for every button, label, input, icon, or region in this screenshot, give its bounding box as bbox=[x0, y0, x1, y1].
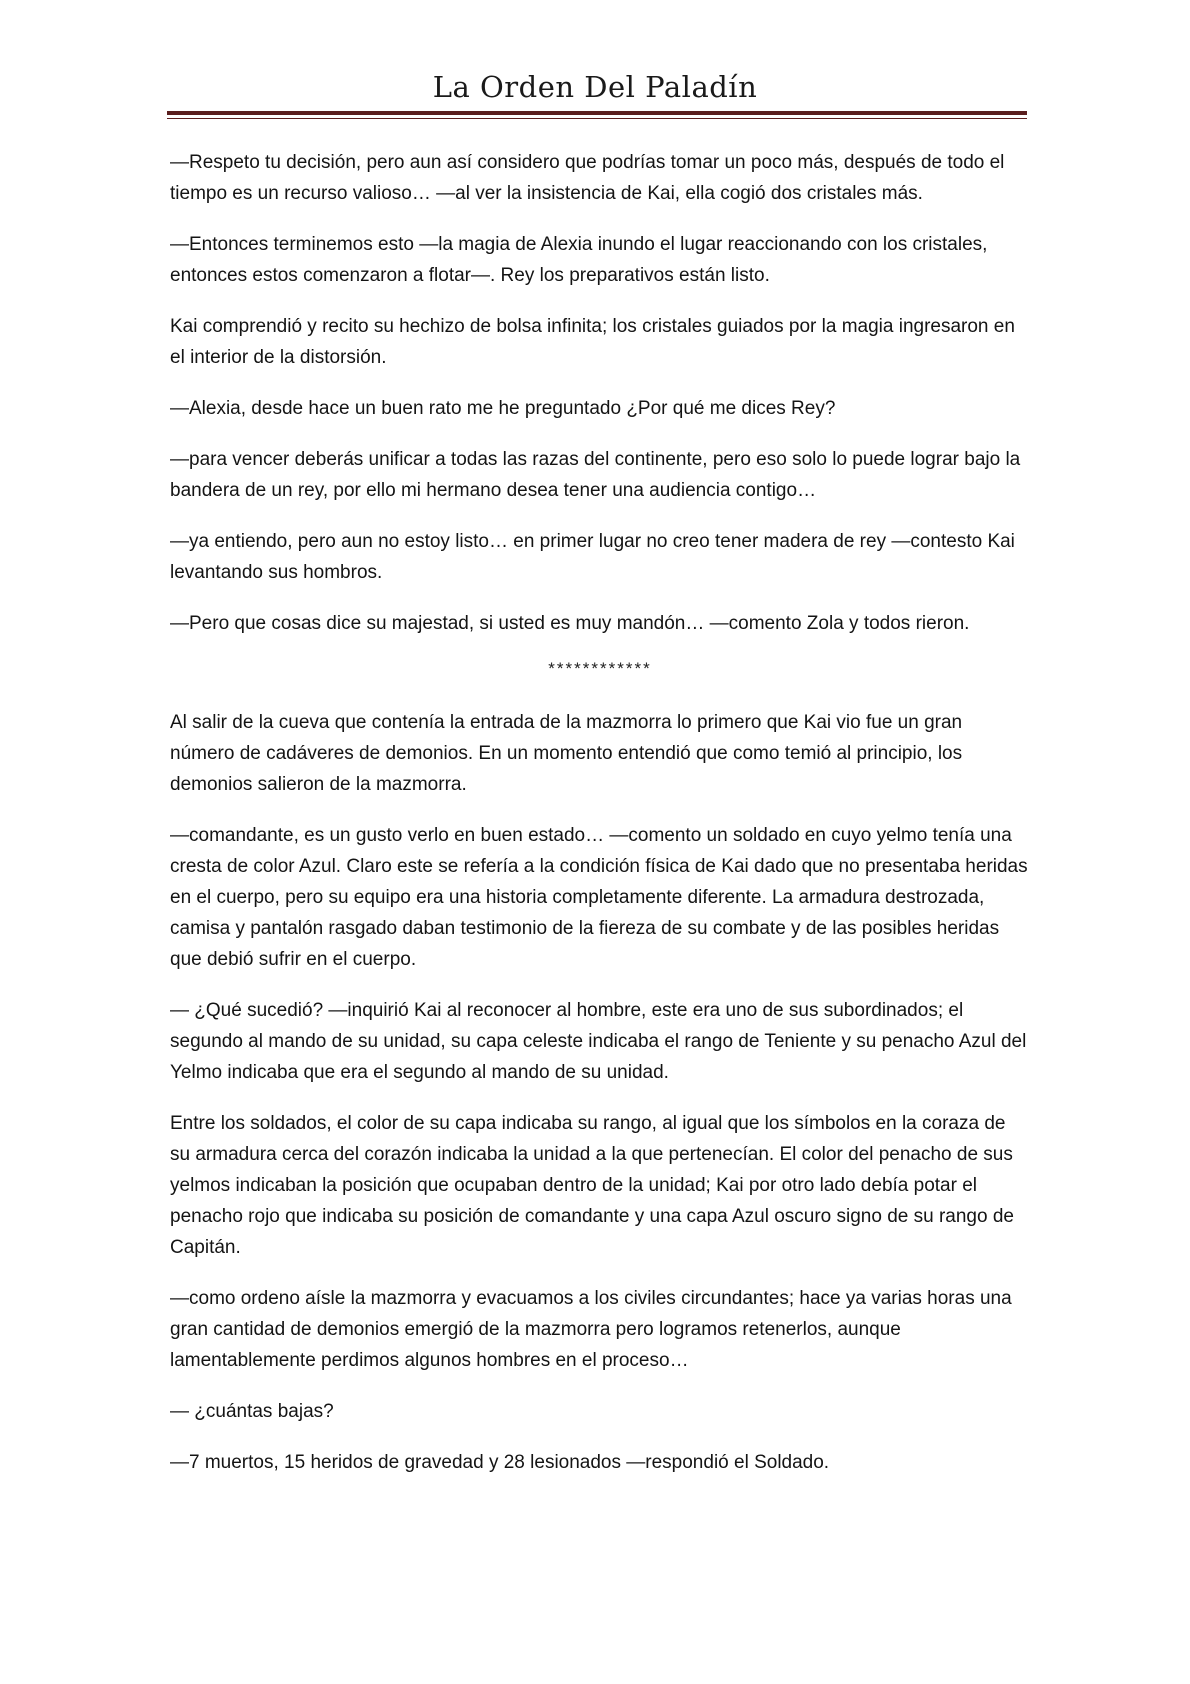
paragraph: — ¿Qué sucedió? —inquirió Kai al reconocer al hombre, este era uno de sus subordinados; el segundo al mando de su unidad, su capa celeste indicaba el rango de Teniente y su penacho Azul del Yelmo indicaba que era el segundo al mando de su unidad. bbox=[170, 1000, 1027, 1083]
paragraph: — ¿cuántas bajas? bbox=[170, 1401, 334, 1422]
scene-separator: ************ bbox=[548, 659, 652, 678]
paragraph: —como ordeno aísle la mazmorra y evacuamos a los civiles circundantes; hace ya varias horas una gran cantidad de demonios emergió de la mazmorra pero logramos retenerlos, aunque lamentablemente perdimos algunos hombres en el proceso… bbox=[170, 1288, 1012, 1371]
paragraph: Kai comprendió y recito su hechizo de bolsa infinita; los cristales guiados por la magia ingresaron en el interior de la distorsión. bbox=[170, 316, 1015, 368]
paragraph: —ya entiendo, pero aun no estoy listo… en primer lugar no creo tener madera de rey —contesto Kai levantando sus hombros. bbox=[170, 531, 1015, 583]
body-text bbox=[170, 147, 1030, 1498]
paragraph: —7 muertos, 15 heridos de gravedad y 28 lesionados —respondió el Soldado. bbox=[170, 1452, 830, 1473]
paragraph: —Alexia, desde hace un buen rato me he preguntado ¿Por qué me dices Rey? bbox=[170, 398, 836, 419]
paragraph: —para vencer deberás unificar a todas las razas del continente, pero eso solo lo puede lograr bajo la bandera de un rey, por ello mi hermano desea tener una audiencia contigo… bbox=[170, 449, 1021, 501]
page-header-title: La Orden Del Paladín bbox=[432, 70, 758, 104]
header-rule-thin bbox=[167, 118, 1027, 119]
paragraph: Entre los soldados, el color de su capa indicaba su rango, al igual que los símbolos en la coraza de su armadura cerca del corazón indicaba la unidad a la que pertenecían. El color del penacho de sus yelmos indicaban la posición que ocupaban dentro de la unidad; Kai por otro lado debía potar el penacho rojo que indicaba su posición de comandante y una capa Azul oscuro signo de su rango de Capitán. bbox=[170, 1113, 1014, 1258]
paragraph: —Respeto tu decisión, pero aun así considero que podrías tomar un poco más, después de todo el tiempo es un recurso valioso… —al ver la insistencia de Kai, ella cogió dos cristales más. bbox=[170, 152, 1005, 204]
paragraph: Al salir de la cueva que contenía la entrada de la mazmorra lo primero que Kai vio fue un gran número de cadáveres de demonios. En un momento entendió que como temió al principio, los demonios salieron de la mazmorra. bbox=[170, 712, 963, 795]
paragraph: —Entonces terminemos esto —la magia de Alexia inundo el lugar reaccionando con los cristales, entonces estos comenzaron a flotar—. Rey los preparativos están listo. bbox=[170, 234, 988, 286]
paragraph: —Pero que cosas dice su majestad, si usted es muy mandón… —comento Zola y todos rieron. bbox=[170, 613, 970, 634]
paragraph: —comandante, es un gusto verlo en buen estado… —comento un soldado en cuyo yelmo tenía una cresta de color Azul. Claro este se refería a la condición física de Kai dado que no presentaba heridas en el cuerpo, pero su equipo era una historia completamente diferente. La armadura destrozada, camisa y pantalón rasgado daban testimonio de la fiereza de su combate y de las posibles heridas que debió sufrir en el cuerpo. bbox=[170, 825, 1028, 970]
header-rule-thick bbox=[167, 111, 1027, 115]
